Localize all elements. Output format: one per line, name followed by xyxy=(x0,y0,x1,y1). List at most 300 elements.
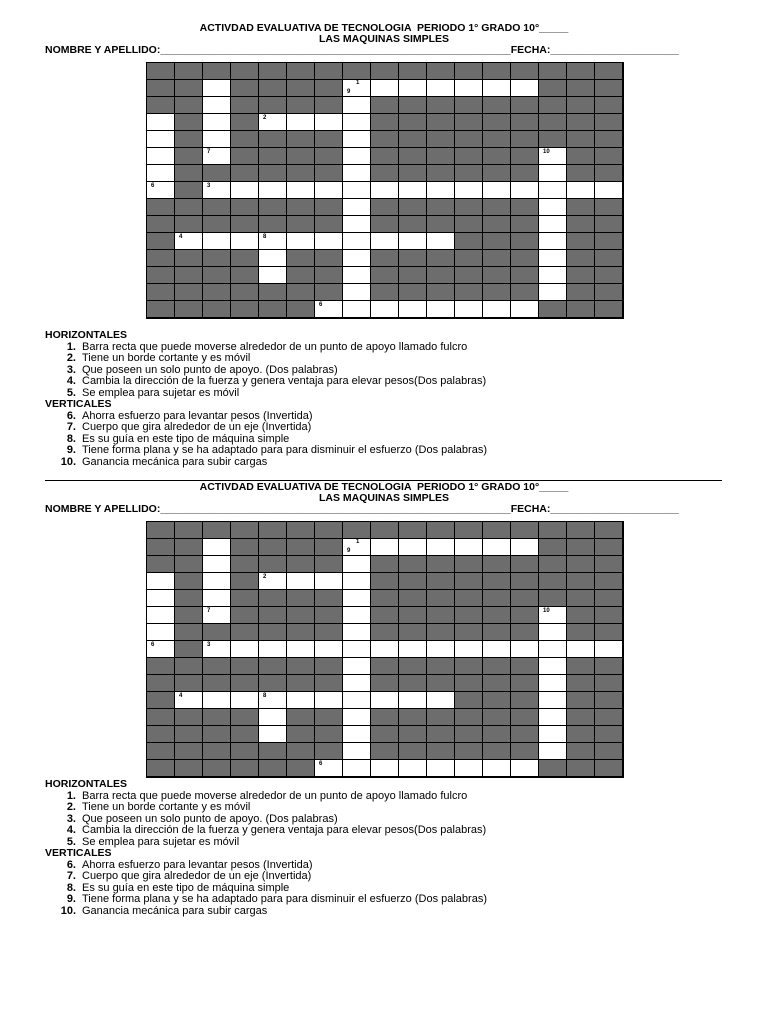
crossword-cell-blocked xyxy=(371,658,399,675)
crossword-cell-blocked xyxy=(259,760,287,777)
crossword-cell-blocked xyxy=(567,726,595,743)
crossword-cell-open[interactable] xyxy=(343,250,371,267)
clue-index: 1. xyxy=(66,789,76,802)
crossword-cell-open[interactable] xyxy=(455,641,483,658)
crossword-cell-open[interactable] xyxy=(343,233,371,250)
crossword-cell-open[interactable] xyxy=(455,539,483,556)
crossword-cell-blocked xyxy=(315,148,343,165)
crossword-cell-open[interactable] xyxy=(343,726,371,743)
crossword-cell-open[interactable] xyxy=(203,114,231,131)
crossword-cell-open[interactable] xyxy=(287,233,315,250)
crossword-cell-blocked xyxy=(483,726,511,743)
crossword-cell-open[interactable] xyxy=(371,301,399,318)
crossword-cell-blocked xyxy=(231,148,259,165)
clue-number: 4 xyxy=(179,234,183,240)
crossword-cell-blocked xyxy=(483,267,511,284)
crossword-cell-open[interactable] xyxy=(175,233,203,250)
clue-number: 4 xyxy=(179,693,183,699)
crossword-cell-open[interactable] xyxy=(343,80,371,97)
crossword-cell-blocked xyxy=(567,267,595,284)
crossword-cell-open[interactable] xyxy=(567,641,595,658)
crossword-cell-open[interactable] xyxy=(539,250,567,267)
horizontal-clue xyxy=(45,802,487,814)
crossword-cell-blocked xyxy=(259,675,287,692)
crossword-cell-open[interactable] xyxy=(343,658,371,675)
crossword-cell-open[interactable] xyxy=(343,148,371,165)
crossword-cell-open[interactable] xyxy=(147,165,175,182)
crossword-cell-blocked xyxy=(231,80,259,97)
crossword-cell-blocked xyxy=(231,607,259,624)
crossword-cell-blocked xyxy=(427,590,455,607)
crossword-cell-blocked xyxy=(371,675,399,692)
crossword-cell-blocked xyxy=(511,658,539,675)
crossword-cell-blocked xyxy=(147,216,175,233)
crossword-cell-open[interactable] xyxy=(427,692,455,709)
crossword-cell-blocked xyxy=(259,131,287,148)
crossword-cell-open[interactable] xyxy=(287,114,315,131)
crossword-cell-open[interactable] xyxy=(539,284,567,301)
crossword-cell-open[interactable] xyxy=(427,539,455,556)
crossword-cell-blocked xyxy=(511,63,539,80)
crossword-cell-blocked xyxy=(483,250,511,267)
crossword-cell-blocked xyxy=(175,80,203,97)
crossword-cell-open[interactable] xyxy=(427,80,455,97)
crossword-cell-blocked xyxy=(455,131,483,148)
crossword-cell-open[interactable] xyxy=(427,233,455,250)
crossword-cell-blocked xyxy=(483,199,511,216)
crossword-cell-blocked xyxy=(399,726,427,743)
crossword-cell-open[interactable] xyxy=(203,607,231,624)
crossword-cell-blocked xyxy=(511,692,539,709)
crossword-cell-blocked xyxy=(511,250,539,267)
crossword-cell-open[interactable] xyxy=(483,80,511,97)
crossword-cell-open[interactable] xyxy=(343,675,371,692)
crossword-cell-open[interactable] xyxy=(287,573,315,590)
crossword-cell-blocked xyxy=(511,590,539,607)
crossword-cell-blocked xyxy=(371,284,399,301)
crossword-cell-open[interactable] xyxy=(595,641,623,658)
crossword-cell-open[interactable] xyxy=(203,97,231,114)
crossword-cell-blocked xyxy=(511,199,539,216)
crossword-cell-blocked xyxy=(259,63,287,80)
crossword-cell-open[interactable] xyxy=(343,301,371,318)
clue-text: Que poseen un solo punto de apoyo. (Dos palabras) xyxy=(82,363,338,376)
crossword-cell-open[interactable] xyxy=(259,726,287,743)
crossword-cell-open[interactable] xyxy=(287,182,315,199)
crossword-cell-open[interactable] xyxy=(371,182,399,199)
crossword-cell-blocked xyxy=(259,539,287,556)
crossword-cell-open[interactable] xyxy=(147,148,175,165)
crossword-cell-blocked xyxy=(567,675,595,692)
crossword-cell-blocked xyxy=(203,301,231,318)
crossword-cell-open[interactable] xyxy=(315,114,343,131)
crossword-cell-open[interactable] xyxy=(343,165,371,182)
clue-index: 4. xyxy=(66,375,76,387)
crossword-cell-open[interactable] xyxy=(147,641,175,658)
crossword-cell-blocked xyxy=(427,607,455,624)
crossword-cell-open[interactable] xyxy=(343,539,371,556)
crossword-cell-open[interactable] xyxy=(343,114,371,131)
crossword-cell-blocked xyxy=(427,148,455,165)
crossword-cell-blocked xyxy=(399,131,427,148)
clue-text: Tiene un borde cortante y es móvil xyxy=(82,352,251,364)
clue-text: Ganancia mecánica para subir cargas xyxy=(82,904,268,917)
crossword-cell-blocked xyxy=(287,199,315,216)
crossword-cell-blocked xyxy=(595,675,623,692)
crossword-cell-open[interactable] xyxy=(343,760,371,777)
crossword-cell-open[interactable] xyxy=(343,131,371,148)
clue-text: Tiene un borde cortante y es móvil xyxy=(82,801,251,813)
crossword-cell-open[interactable] xyxy=(399,233,427,250)
crossword-cell-blocked xyxy=(175,284,203,301)
crossword-cell-blocked xyxy=(483,233,511,250)
crossword-cell-blocked xyxy=(231,556,259,573)
crossword-cell-open[interactable] xyxy=(427,182,455,199)
name-date-row[interactable]: NOMBRE Y APELLIDO:____________________________________________________________FECHA:______________________ xyxy=(45,44,679,56)
crossword-cell-open[interactable] xyxy=(483,641,511,658)
crossword-cell-blocked xyxy=(147,97,175,114)
clue-index: 3. xyxy=(66,363,76,376)
crossword-cell-open[interactable] xyxy=(483,539,511,556)
crossword-cell-open[interactable] xyxy=(455,182,483,199)
crossword-cell-blocked xyxy=(147,233,175,250)
crossword-cell-open[interactable] xyxy=(343,709,371,726)
crossword-cell-open[interactable] xyxy=(315,182,343,199)
crossword-cell-blocked xyxy=(595,63,623,80)
crossword-cell-open[interactable] xyxy=(259,641,287,658)
crossword-cell-open[interactable] xyxy=(315,233,343,250)
crossword-cell-open[interactable] xyxy=(147,624,175,641)
crossword-cell-blocked xyxy=(399,165,427,182)
crossword-cell-blocked xyxy=(427,165,455,182)
crossword-cell-blocked xyxy=(231,114,259,131)
crossword-cell-blocked xyxy=(147,284,175,301)
crossword-cell-blocked xyxy=(175,182,203,199)
crossword-cell-open[interactable] xyxy=(203,80,231,97)
crossword-cell-open[interactable] xyxy=(231,233,259,250)
crossword-cell-open[interactable] xyxy=(343,607,371,624)
crossword-cell-blocked xyxy=(147,658,175,675)
crossword-cell-open[interactable] xyxy=(259,250,287,267)
crossword-cell-blocked xyxy=(175,624,203,641)
crossword-cell-open[interactable] xyxy=(455,760,483,777)
crossword-cell-blocked xyxy=(315,709,343,726)
crossword-cell-open[interactable] xyxy=(343,267,371,284)
crossword-cell-blocked xyxy=(483,658,511,675)
crossword-cell-open[interactable] xyxy=(539,709,567,726)
crossword-cell-blocked xyxy=(455,743,483,760)
crossword-cell-open[interactable] xyxy=(371,641,399,658)
clue-number: 9 xyxy=(347,89,351,95)
clue-index: 9. xyxy=(66,893,76,905)
crossword-cell-blocked xyxy=(399,522,427,539)
crossword-cell-open[interactable] xyxy=(399,760,427,777)
clue-number: 10 xyxy=(543,608,550,614)
clue-number: 7 xyxy=(207,608,211,614)
crossword-cell-open[interactable] xyxy=(483,182,511,199)
crossword-cell-blocked xyxy=(175,641,203,658)
crossword-cell-open[interactable] xyxy=(343,216,371,233)
crossword-cell-blocked xyxy=(231,760,259,777)
crossword-cell-open[interactable] xyxy=(147,590,175,607)
crossword-cell-open[interactable] xyxy=(203,148,231,165)
crossword-cell-blocked xyxy=(175,216,203,233)
crossword-cell-open[interactable] xyxy=(175,692,203,709)
crossword-cell-open[interactable] xyxy=(259,573,287,590)
crossword-cell-blocked xyxy=(147,709,175,726)
crossword-cell-open[interactable] xyxy=(203,573,231,590)
clue-text: Cuerpo que gira alrededor de un eje (Invertida) xyxy=(82,870,312,882)
crossword-cell-open[interactable] xyxy=(203,692,231,709)
crossword-cell-open[interactable] xyxy=(483,760,511,777)
crossword-cell-blocked xyxy=(315,284,343,301)
crossword-cell-blocked xyxy=(203,216,231,233)
crossword-cell-blocked xyxy=(511,675,539,692)
crossword-cell-blocked xyxy=(427,743,455,760)
crossword-cell-blocked xyxy=(175,607,203,624)
crossword-cell-blocked xyxy=(371,216,399,233)
crossword-cell-open[interactable] xyxy=(203,556,231,573)
crossword-cell-open[interactable] xyxy=(371,80,399,97)
crossword-cell-blocked xyxy=(427,63,455,80)
crossword-cell-open[interactable] xyxy=(315,692,343,709)
crossword-cell-blocked xyxy=(511,726,539,743)
crossword-cell-blocked xyxy=(259,522,287,539)
crossword-cell-open[interactable] xyxy=(259,182,287,199)
crossword-cell-open[interactable] xyxy=(511,80,539,97)
crossword-cell-blocked xyxy=(203,63,231,80)
crossword-cell-blocked xyxy=(483,743,511,760)
crossword-cell-blocked xyxy=(287,760,315,777)
crossword-cell-blocked xyxy=(539,522,567,539)
crossword-cell-blocked xyxy=(203,199,231,216)
crossword-cell-open[interactable] xyxy=(427,641,455,658)
crossword-cell-blocked xyxy=(427,267,455,284)
crossword-cell-open[interactable] xyxy=(539,199,567,216)
crossword-cell-open[interactable] xyxy=(147,182,175,199)
crossword-cell-blocked xyxy=(231,97,259,114)
crossword-cell-open[interactable] xyxy=(147,573,175,590)
crossword-cell-blocked xyxy=(147,743,175,760)
crossword-cell-open[interactable] xyxy=(343,641,371,658)
crossword-cell-open[interactable] xyxy=(203,539,231,556)
crossword-cell-blocked xyxy=(511,148,539,165)
crossword-cell-blocked xyxy=(483,131,511,148)
crossword-cell-open[interactable] xyxy=(455,80,483,97)
crossword-cell-open[interactable] xyxy=(203,641,231,658)
crossword-cell-blocked xyxy=(259,590,287,607)
crossword-grid[interactable] xyxy=(146,62,624,319)
crossword-cell-blocked xyxy=(147,539,175,556)
crossword-cell-blocked xyxy=(287,658,315,675)
crossword-cell-open[interactable] xyxy=(343,284,371,301)
crossword-cell-open[interactable] xyxy=(147,607,175,624)
crossword-cell-blocked xyxy=(427,658,455,675)
crossword-cell-blocked xyxy=(483,522,511,539)
crossword-cell-open[interactable] xyxy=(399,539,427,556)
crossword-cell-blocked xyxy=(371,199,399,216)
crossword-cell-open[interactable] xyxy=(567,182,595,199)
crossword-cell-open[interactable] xyxy=(539,216,567,233)
crossword-cell-open[interactable] xyxy=(315,760,343,777)
crossword-cell-open[interactable] xyxy=(511,182,539,199)
crossword-cell-open[interactable] xyxy=(399,692,427,709)
crossword-cell-open[interactable] xyxy=(539,233,567,250)
crossword-cell-open[interactable] xyxy=(371,692,399,709)
crossword-cell-open[interactable] xyxy=(371,233,399,250)
crossword-cell-open[interactable] xyxy=(539,743,567,760)
crossword-cell-open[interactable] xyxy=(231,641,259,658)
crossword-cell-blocked xyxy=(203,250,231,267)
crossword-cell-open[interactable] xyxy=(399,182,427,199)
crossword-cell-blocked xyxy=(595,539,623,556)
crossword-cell-blocked xyxy=(567,284,595,301)
crossword-cell-open[interactable] xyxy=(343,590,371,607)
crossword-cell-open[interactable] xyxy=(231,692,259,709)
crossword-cell-open[interactable] xyxy=(287,692,315,709)
clue-index: 6. xyxy=(66,409,76,422)
crossword-cell-open[interactable] xyxy=(539,624,567,641)
crossword-cell-open[interactable] xyxy=(539,148,567,165)
crossword-cell-blocked xyxy=(399,199,427,216)
crossword-cell-open[interactable] xyxy=(259,233,287,250)
crossword-cell-blocked xyxy=(287,267,315,284)
crossword-cell-open[interactable] xyxy=(343,624,371,641)
crossword-cell-blocked xyxy=(399,675,427,692)
crossword-cell-open[interactable] xyxy=(399,641,427,658)
clue-number: 3 xyxy=(207,183,211,189)
clue-index: 9. xyxy=(66,444,76,456)
crossword-cell-blocked xyxy=(371,522,399,539)
crossword-cell-blocked xyxy=(147,80,175,97)
crossword-cell-blocked xyxy=(539,539,567,556)
crossword-cell-blocked xyxy=(399,284,427,301)
crossword-cell-open[interactable] xyxy=(483,301,511,318)
clue-index: 7. xyxy=(66,870,76,882)
crossword-cell-blocked xyxy=(259,301,287,318)
crossword-cell-blocked xyxy=(147,301,175,318)
crossword-cell-open[interactable] xyxy=(343,556,371,573)
horizontal-clue xyxy=(45,376,487,388)
crossword-cell-open[interactable] xyxy=(343,692,371,709)
crossword-cell-blocked xyxy=(455,216,483,233)
crossword-cell-open[interactable] xyxy=(371,539,399,556)
crossword-cell-open[interactable] xyxy=(343,573,371,590)
crossword-cell-open[interactable] xyxy=(399,301,427,318)
crossword-cell-open[interactable] xyxy=(343,199,371,216)
clue-index: 1. xyxy=(66,340,76,353)
crossword-cell-blocked xyxy=(315,199,343,216)
crossword-cell-open[interactable] xyxy=(511,641,539,658)
crossword-cell-blocked xyxy=(175,539,203,556)
crossword-cell-blocked xyxy=(371,148,399,165)
crossword-cell-open[interactable] xyxy=(231,182,259,199)
crossword-cell-open[interactable] xyxy=(315,301,343,318)
crossword-cell-blocked xyxy=(231,590,259,607)
worksheet-subtitle: LAS MAQUINAS SIMPLES xyxy=(318,492,450,504)
crossword-cell-open[interactable] xyxy=(539,675,567,692)
crossword-cell-blocked xyxy=(287,63,315,80)
crossword-cell-open[interactable] xyxy=(427,760,455,777)
crossword-cell-blocked xyxy=(371,573,399,590)
clue-index: 3. xyxy=(66,812,76,825)
crossword-cell-blocked xyxy=(315,267,343,284)
crossword-cell-open[interactable] xyxy=(147,114,175,131)
crossword-cell-blocked xyxy=(427,216,455,233)
crossword-cell-open[interactable] xyxy=(315,641,343,658)
crossword-cell-blocked xyxy=(455,709,483,726)
crossword-cell-blocked xyxy=(567,607,595,624)
crossword-cell-open[interactable] xyxy=(539,658,567,675)
crossword-cell-open[interactable] xyxy=(259,114,287,131)
crossword-cell-open[interactable] xyxy=(203,131,231,148)
crossword-cell-open[interactable] xyxy=(539,607,567,624)
crossword-cell-blocked xyxy=(315,556,343,573)
clue-text: Ahorra esfuerzo para levantar pesos (Invertida) xyxy=(82,409,313,422)
crossword-cell-blocked xyxy=(595,760,623,777)
crossword-cell-blocked xyxy=(371,131,399,148)
crossword-cell-open[interactable] xyxy=(203,182,231,199)
crossword-cell-open[interactable] xyxy=(455,301,483,318)
vertical-clue xyxy=(45,871,487,883)
crossword-cell-open[interactable] xyxy=(343,743,371,760)
crossword-cell-open[interactable] xyxy=(259,692,287,709)
crossword-cell-open[interactable] xyxy=(511,760,539,777)
crossword-cell-open[interactable] xyxy=(259,709,287,726)
crossword-cell-blocked xyxy=(595,607,623,624)
crossword-grid[interactable] xyxy=(146,521,624,778)
crossword-cell-open[interactable] xyxy=(595,182,623,199)
clue-number: 2 xyxy=(263,574,267,580)
crossword-cell-open[interactable] xyxy=(539,182,567,199)
crossword-cell-open[interactable] xyxy=(539,726,567,743)
crossword-cell-open[interactable] xyxy=(343,182,371,199)
name-date-row[interactable]: NOMBRE Y APELLIDO:____________________________________________________________FECHA:______________________ xyxy=(45,503,679,515)
crossword-cell-blocked xyxy=(483,624,511,641)
crossword-cell-open[interactable] xyxy=(147,131,175,148)
crossword-cell-blocked xyxy=(567,250,595,267)
crossword-cell-blocked xyxy=(539,63,567,80)
clue-index: 2. xyxy=(66,801,76,813)
crossword-cell-open[interactable] xyxy=(203,233,231,250)
crossword-cell-open[interactable] xyxy=(539,267,567,284)
crossword-cell-blocked xyxy=(511,216,539,233)
horizontal-heading: HORIZONTALES xyxy=(45,329,128,341)
crossword-cell-open[interactable] xyxy=(539,165,567,182)
crossword-cell-open[interactable] xyxy=(539,641,567,658)
crossword-cell-blocked xyxy=(455,556,483,573)
crossword-cell-blocked xyxy=(147,556,175,573)
crossword-cell-open[interactable] xyxy=(315,573,343,590)
crossword-cell-open[interactable] xyxy=(539,692,567,709)
crossword-cell-open[interactable] xyxy=(511,301,539,318)
crossword-cell-blocked xyxy=(175,726,203,743)
crossword-cell-open[interactable] xyxy=(203,590,231,607)
crossword-cell-open[interactable] xyxy=(343,97,371,114)
crossword-cell-open[interactable] xyxy=(511,539,539,556)
crossword-cell-blocked xyxy=(343,63,371,80)
crossword-cell-open[interactable] xyxy=(427,301,455,318)
clue-index: 10. xyxy=(60,904,76,917)
crossword-cell-open[interactable] xyxy=(399,80,427,97)
crossword-cell-blocked xyxy=(399,607,427,624)
clue-number: 8 xyxy=(263,234,267,240)
crossword-cell-open[interactable] xyxy=(259,267,287,284)
crossword-cell-open[interactable] xyxy=(287,641,315,658)
crossword-cell-blocked xyxy=(147,63,175,80)
crossword-cell-blocked xyxy=(455,63,483,80)
crossword-cell-open[interactable] xyxy=(371,760,399,777)
